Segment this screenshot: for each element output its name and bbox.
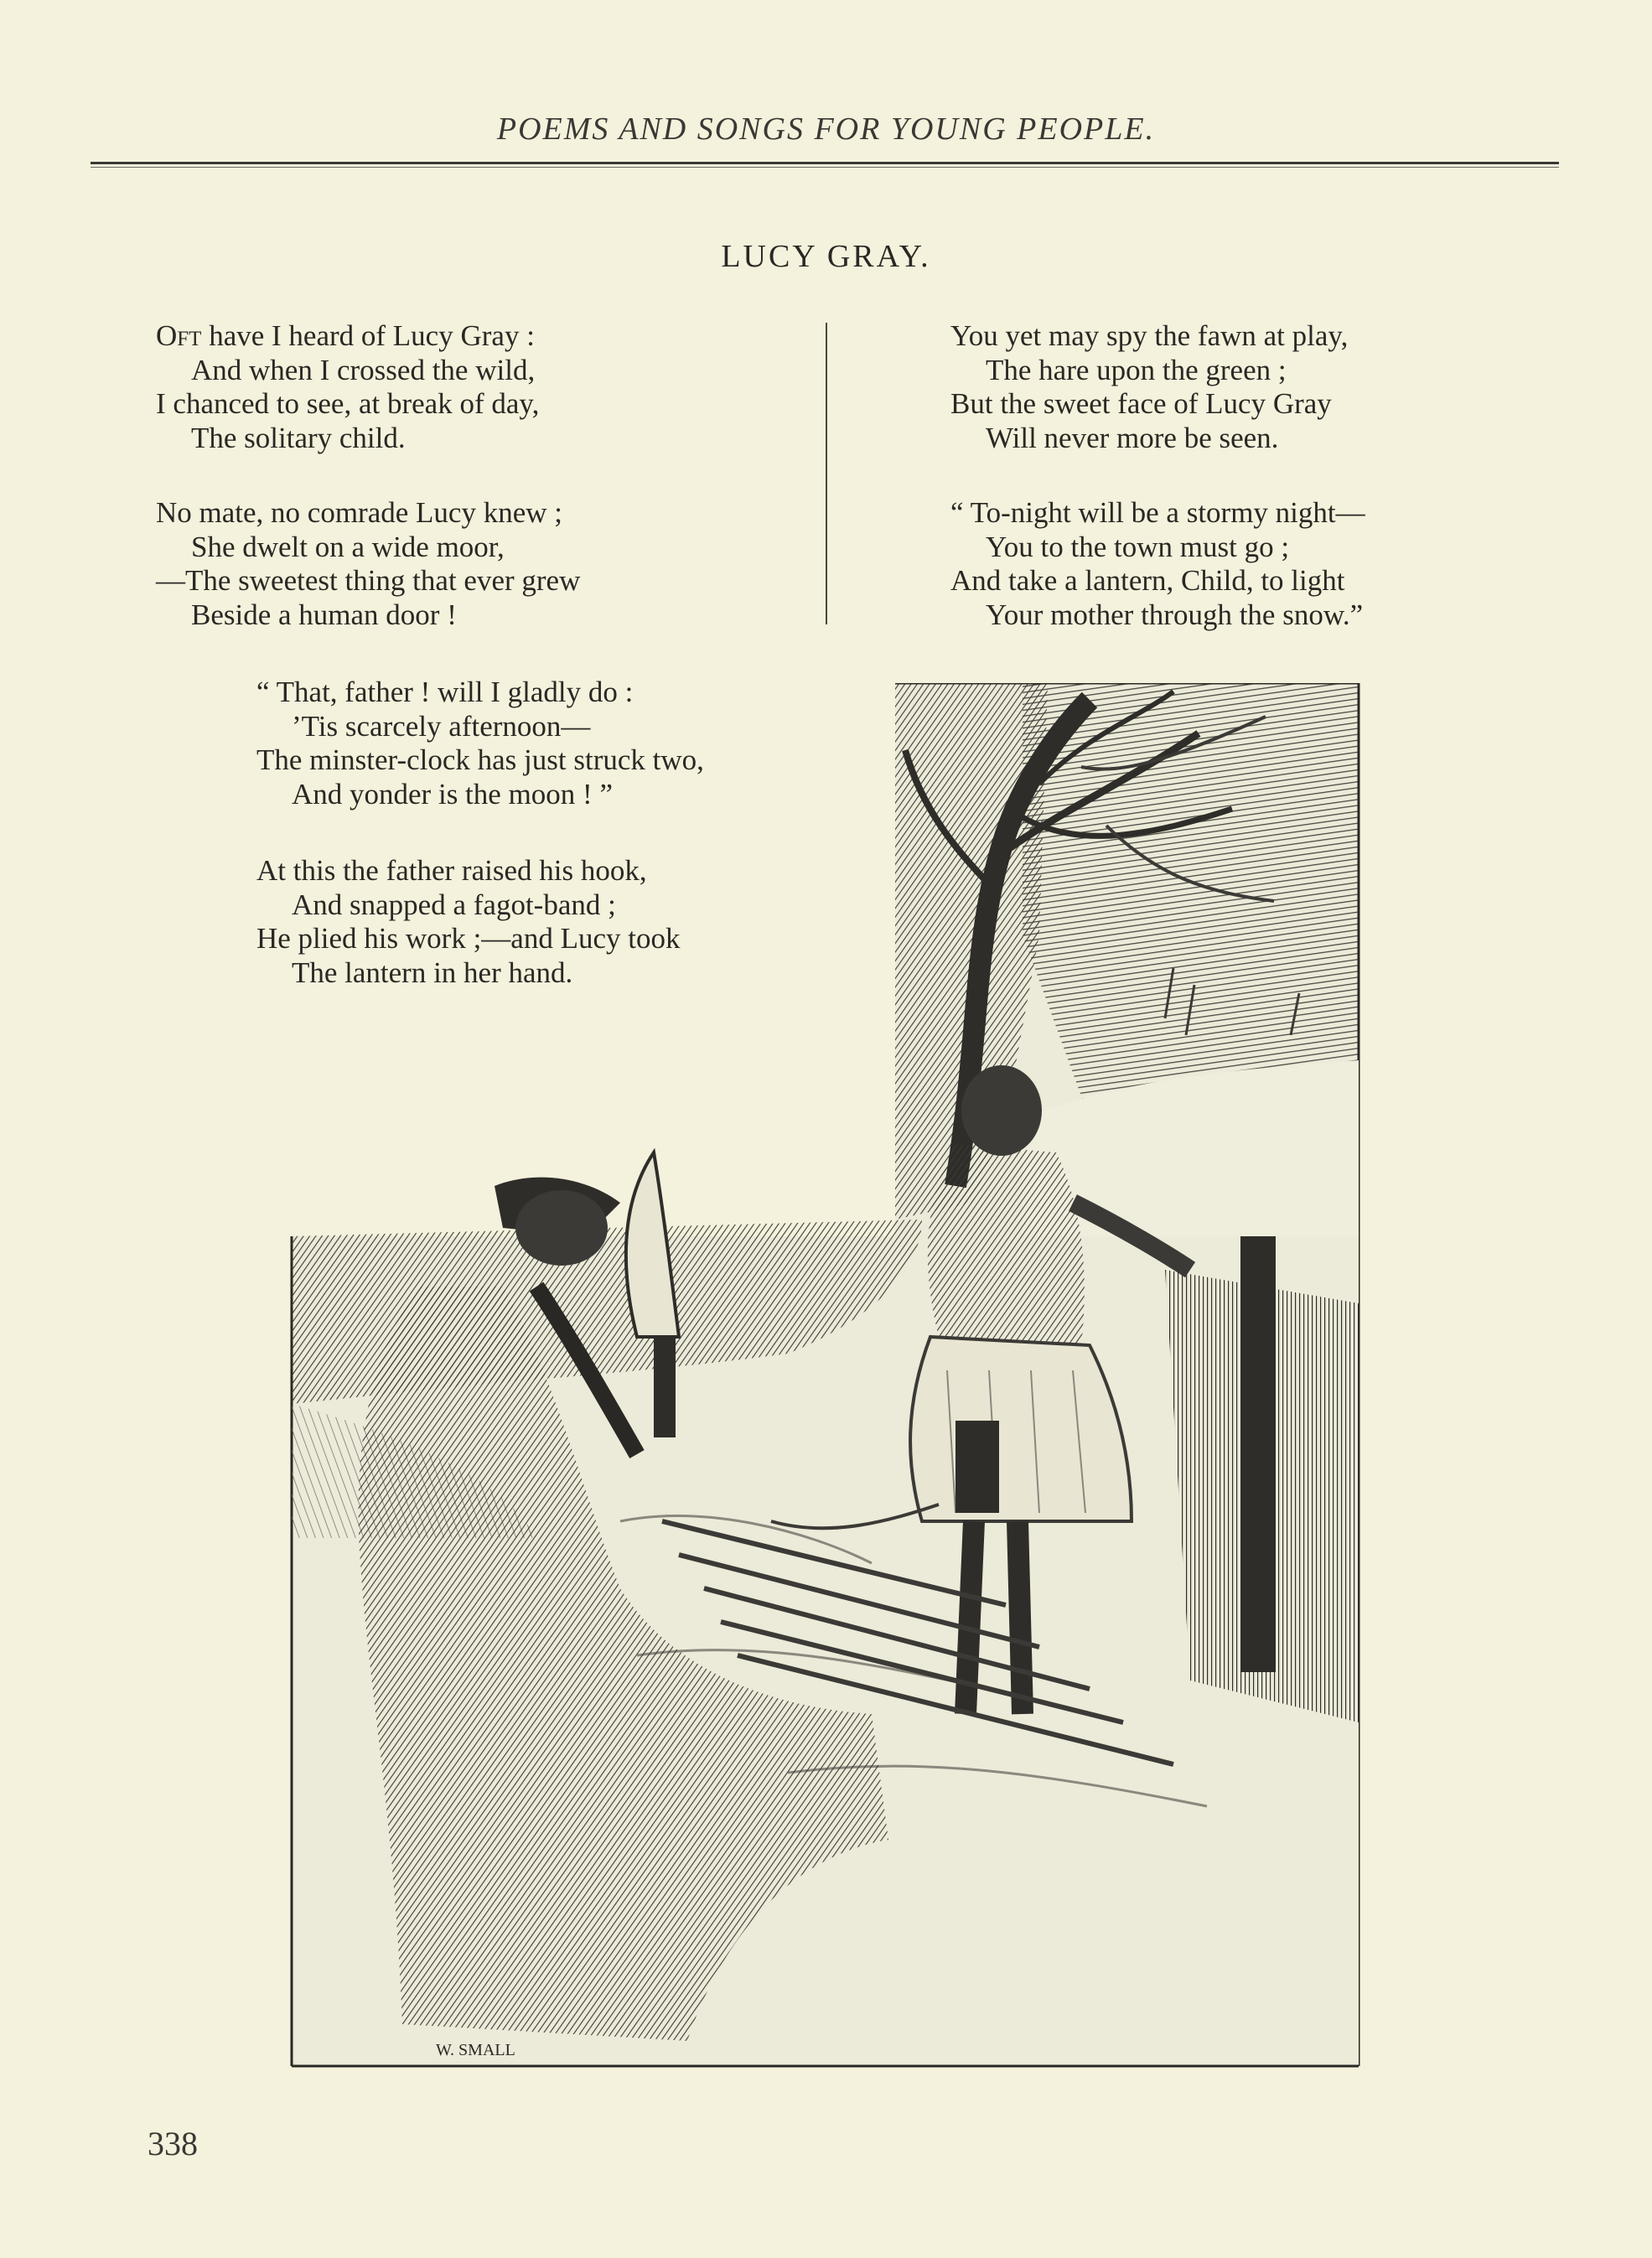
- gate-post: [1240, 1236, 1276, 1672]
- engraving-svg: [285, 683, 1361, 2070]
- drop-word: Oft: [156, 319, 202, 352]
- stanza-line: And snapped a fagot-band ;: [292, 888, 616, 921]
- stanza-line: But the sweet face of Lucy Gray: [950, 387, 1332, 420]
- stanza-line: Will never more be seen.: [986, 421, 1279, 454]
- stanza-line: And yonder is the moon ! ”: [292, 777, 613, 810]
- artist-signature: W. SMALL: [436, 2041, 515, 2059]
- stanza-line: ’Tis scarcely afternoon—: [292, 709, 591, 743]
- stanza-line: And take a lantern, Child, to light: [950, 564, 1345, 597]
- stanza-1: [156, 319, 539, 455]
- stanza-3: [950, 319, 1348, 455]
- stanza-line: At this the father raised his hook,: [256, 854, 647, 887]
- stanza-line: You yet may spy the fawn at play,: [950, 319, 1349, 352]
- stanza-line: The hare upon the green ;: [986, 353, 1287, 386]
- stanza-line: He plied his work ;—and Lucy took: [256, 922, 681, 955]
- engraving-illustration: [285, 683, 1361, 2070]
- header-rule-thin: [91, 167, 1559, 168]
- page-number: 338: [148, 2125, 198, 2162]
- header-rule: [91, 162, 1559, 164]
- stanza-line: And when I crossed the wild,: [191, 353, 536, 386]
- stanza-line: “ To-night will be a stormy night—: [950, 496, 1365, 529]
- stanza-line: The solitary child.: [191, 421, 406, 454]
- stanza-line: Beside a human door !: [191, 598, 457, 631]
- stanza-line: You to the town must go ;: [986, 530, 1290, 563]
- stanza-line: No mate, no comrade Lucy knew ;: [156, 496, 562, 529]
- stanza-2: [156, 496, 580, 632]
- lantern-icon: [955, 1421, 999, 1513]
- stanza-line: Oft have I heard of Lucy Gray :: [156, 319, 535, 352]
- stanza-line: “ That, father ! will I gladly do :: [256, 676, 634, 708]
- stanza-line: The lantern in her hand.: [292, 956, 573, 989]
- stanza-line: Your mother through the snow.”: [986, 598, 1364, 631]
- stanza-4: [950, 496, 1365, 632]
- column-divider: [826, 323, 827, 624]
- stanza-line: The minster-clock has just struck two,: [256, 743, 704, 776]
- stanza-line: —The sweetest thing that ever grew: [156, 564, 581, 597]
- running-header: POEMS AND SONGS FOR YOUNG PEOPLE.: [496, 111, 1156, 147]
- poem-title: LUCY GRAY.: [721, 239, 931, 274]
- stanza-line: She dwelt on a wide moor,: [191, 530, 505, 563]
- stanza-line: I chanced to see, at break of day,: [156, 387, 540, 420]
